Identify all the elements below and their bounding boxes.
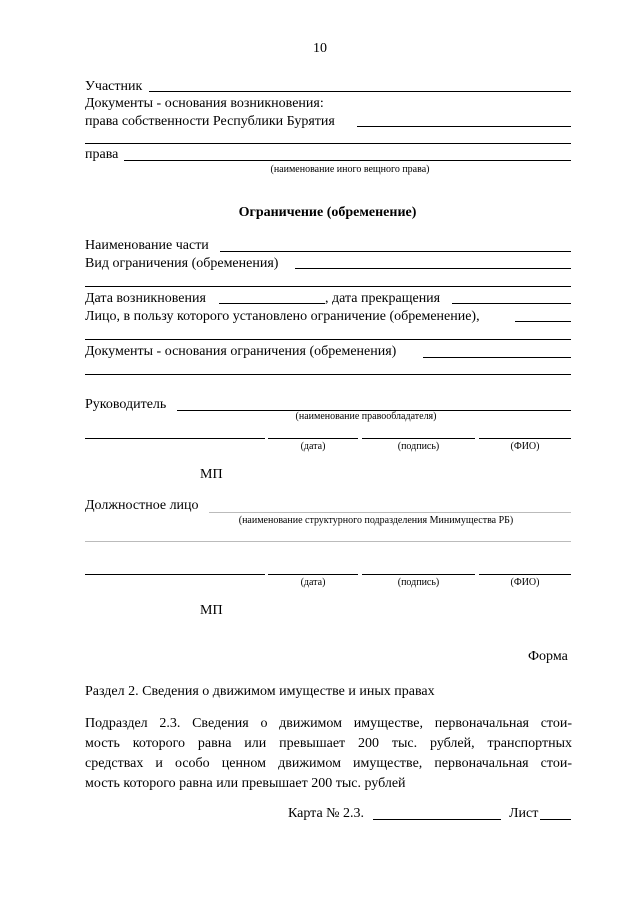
section-title: Раздел 2. Сведения о движимом имуществе и иных правах [85,684,435,699]
start-date-field[interactable] [219,303,325,304]
beneficiary-field[interactable] [515,321,571,322]
subsection-paragraph [85,714,572,794]
card-label: Карта № 2.3. [288,806,365,821]
restriction-heading: Ограничение (обременение) [238,205,417,220]
end-date-label: , дата прекращения [325,291,441,306]
start-date-label: Дата возникновения [85,291,206,306]
official-label: Должностное лицо [85,498,199,513]
official-signature-field[interactable] [362,574,475,575]
head-signature-caption: (подпись) [397,441,440,452]
beneficiary-label: Лицо, в пользу которого установлено ограничение (обременение), [85,309,480,324]
official-date-field[interactable] [268,574,358,575]
subsection-line: средствах и особо ценном движимом имуществе, первоначальная стои- [85,756,572,771]
sheet-number-field[interactable] [540,819,571,820]
participant-field[interactable] [149,91,571,92]
right-label: права [85,147,119,162]
head-blank-field[interactable] [85,438,265,439]
right-field[interactable] [124,160,571,161]
official-field-line2[interactable] [85,541,571,542]
subsection-line: мость которого равна или превышает 200 тыс. рублей [85,776,406,791]
restriction-docs-label: Документы - основания ограничения (обременения) [85,344,397,359]
official-date-caption: (дата) [300,577,326,588]
official-name-caption: (ФИО) [510,577,540,588]
restriction-kind-field-line2[interactable] [85,286,571,287]
form-label: Форма [528,649,568,664]
end-date-field[interactable] [452,303,571,304]
participant-label: Участник [85,79,143,94]
restriction-kind-field[interactable] [295,268,571,269]
card-number-field[interactable] [373,819,501,820]
restriction-docs-field-line2[interactable] [85,374,571,375]
official-signature-caption: (подпись) [397,577,440,588]
page-number: 10 [313,41,327,56]
head-date-caption: (дата) [300,441,326,452]
head-stamp-label: МП [200,467,223,482]
head-name-field[interactable] [479,438,571,439]
ownership-field-line2[interactable] [85,143,571,144]
head-label: Руководитель [85,397,167,412]
official-field[interactable] [209,512,571,513]
subsection-line: мость которого равна или превышает 200 тыс. рублей, транспортных [85,736,572,751]
official-stamp-label: МП [200,603,223,618]
restriction-kind-label: Вид ограничения (обременения) [85,256,279,271]
head-date-field[interactable] [268,438,358,439]
beneficiary-field-line2[interactable] [85,339,571,340]
owner-docs-label: Документы - основания возникновения: [85,96,324,111]
subsection-line: Подраздел 2.3. Сведения о движимом имуществе, первоначальная стои- [85,716,572,731]
official-name-field[interactable] [479,574,571,575]
official-blank-field[interactable] [85,574,265,575]
official-caption: (наименование структурного подразделения Минимущества РБ) [238,515,514,526]
part-name-label: Наименование части [85,238,209,253]
right-caption: (наименование иного вещного права) [270,164,430,175]
head-caption: (наименование правообладателя) [295,411,437,422]
ownership-label: права собственности Республики Бурятия [85,114,335,129]
head-signature-field[interactable] [362,438,475,439]
sheet-label: Лист [509,806,539,821]
part-name-field[interactable] [220,251,571,252]
restriction-docs-field[interactable] [423,357,571,358]
head-name-caption: (ФИО) [510,441,540,452]
ownership-field[interactable] [357,126,571,127]
